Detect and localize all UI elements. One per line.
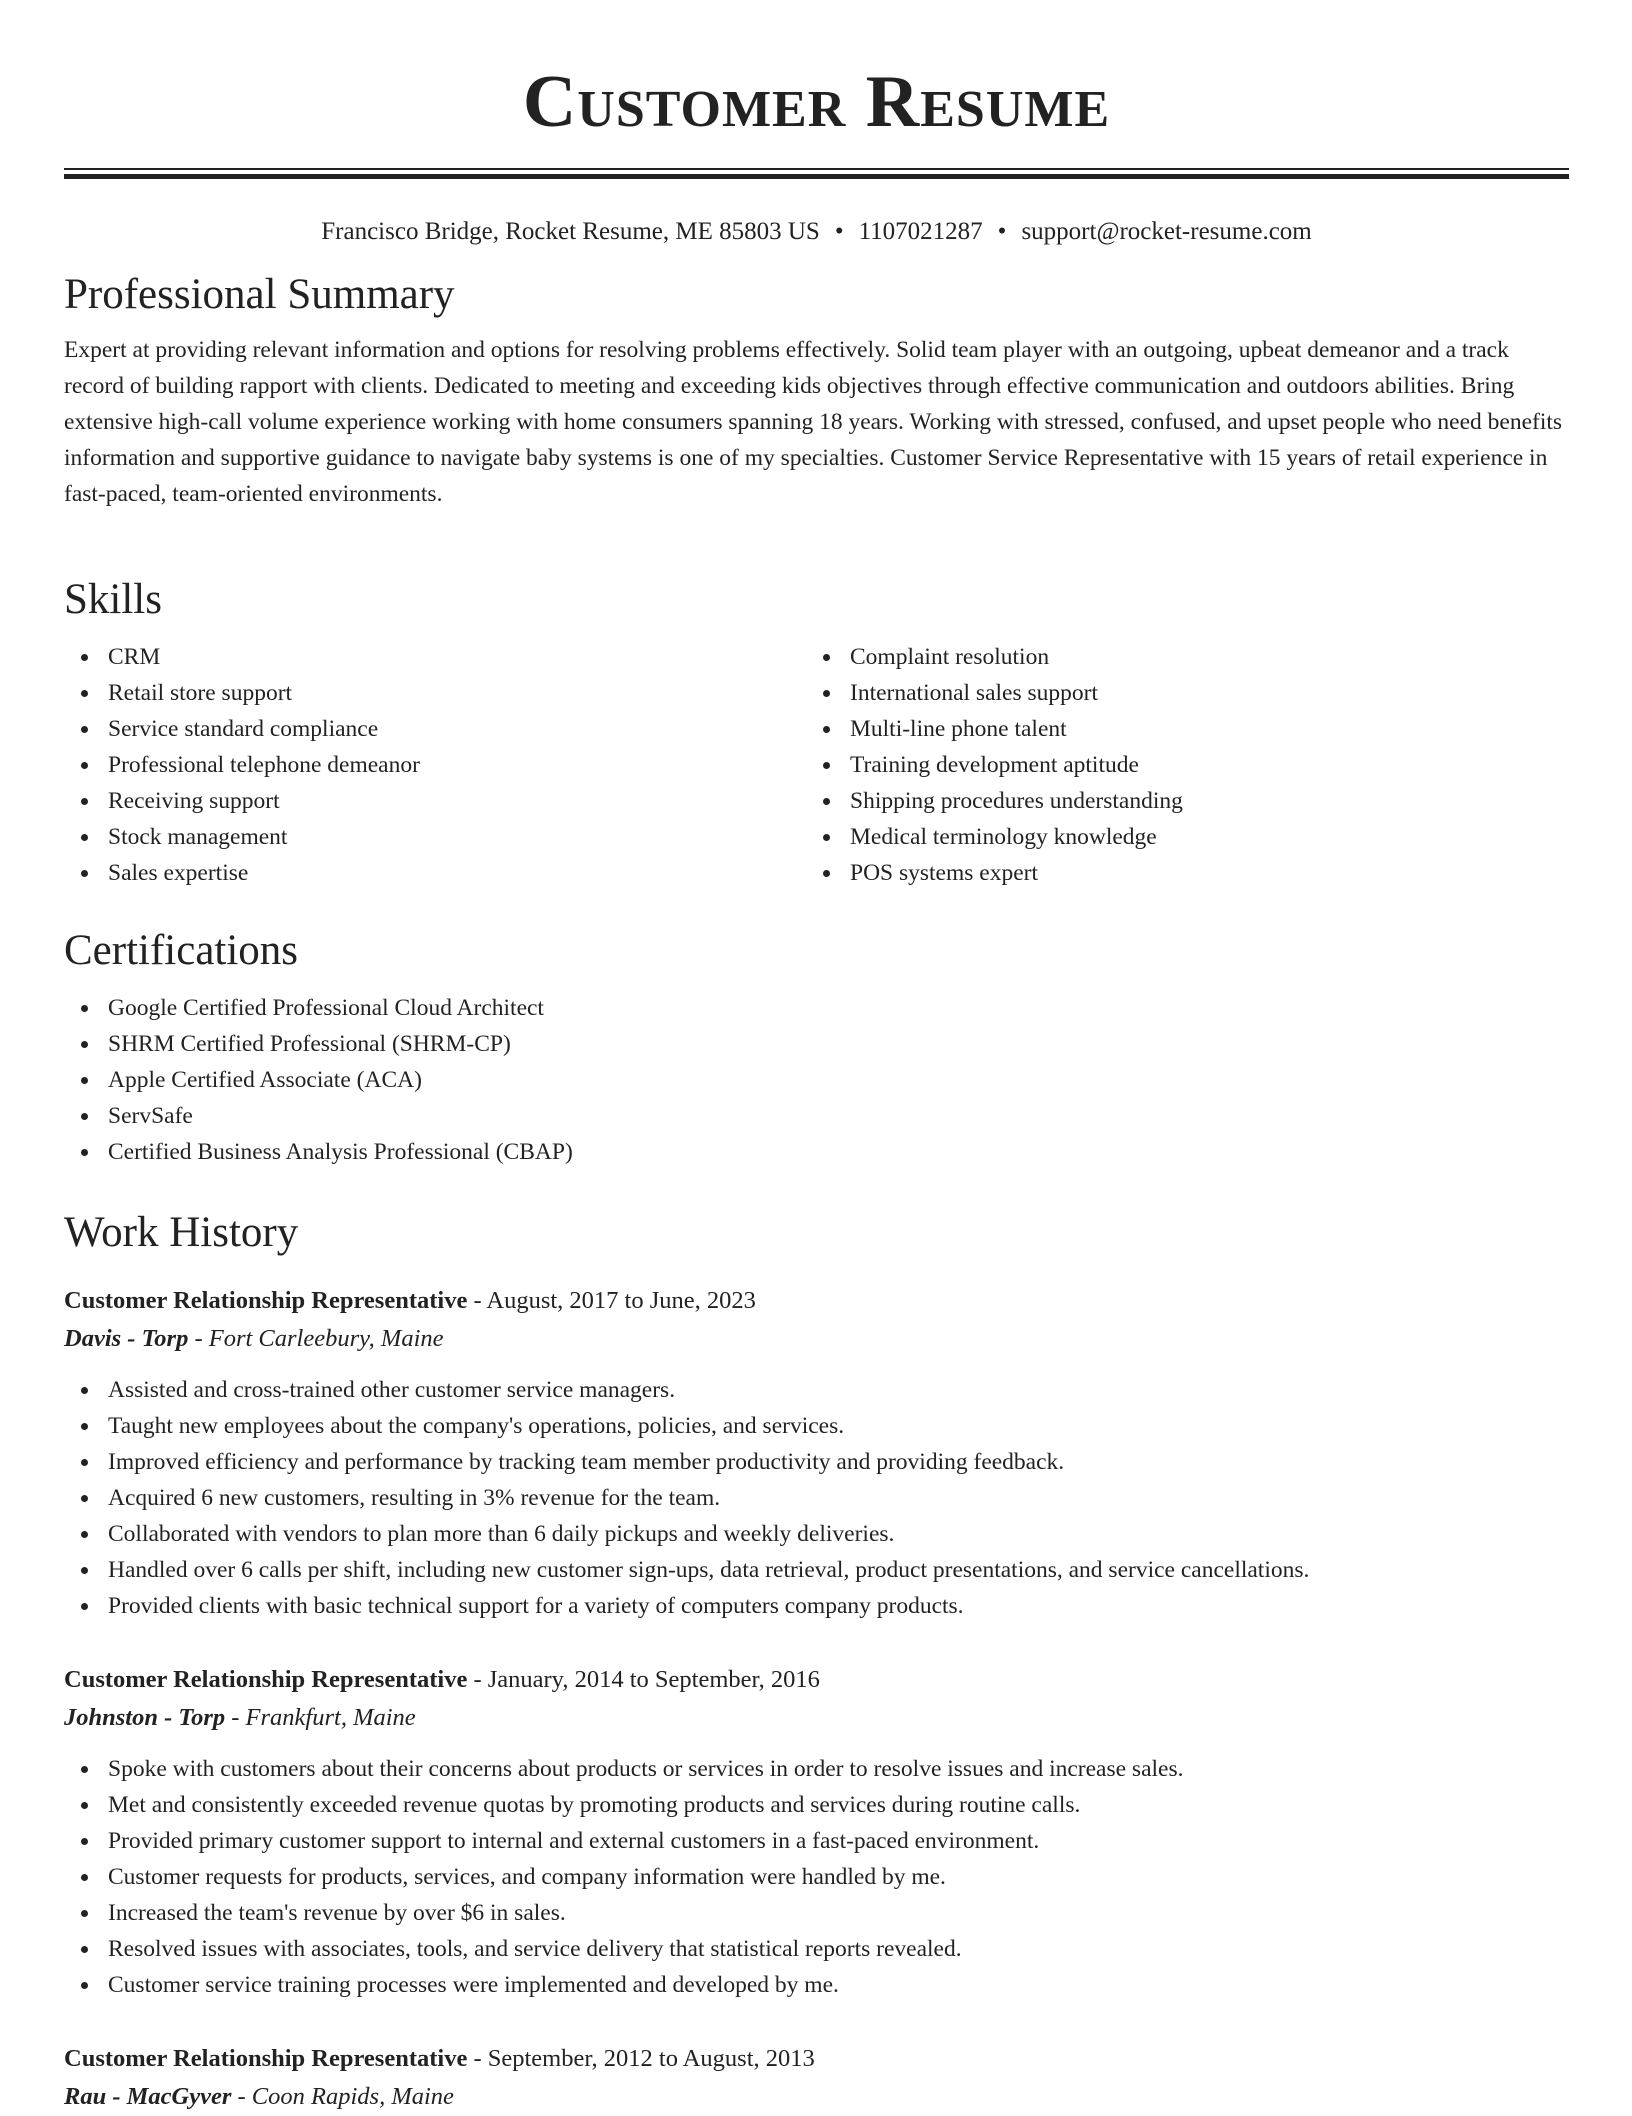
skill-item: Retail store support (64, 675, 806, 711)
work-history-heading: Work History (64, 1209, 299, 1256)
skill-item: POS systems expert (806, 855, 1548, 891)
skill-item: CRM (64, 639, 806, 675)
contact-email: support@rocket-resume.com (1021, 218, 1312, 245)
job-company-line (64, 1699, 1569, 1737)
job-bullet: Customer service training processes were implemented and developed by me. (64, 1967, 1569, 2003)
job-title-line (64, 1282, 1569, 1320)
skill-item: Medical terminology knowledge (806, 819, 1548, 855)
job-bullet: Collaborated with vendors to plan more than 6 daily pickups and weekly deliveries. (64, 1516, 1569, 1552)
resume-title: Customer Resume (522, 61, 1111, 143)
certification-item: Google Certified Professional Cloud Architect (64, 990, 1569, 1026)
skills-section (64, 575, 1569, 891)
contact-separator: • (997, 218, 1007, 245)
job-company-line (64, 2078, 1569, 2116)
certifications-section (64, 926, 1569, 1170)
summary-section (64, 270, 1569, 512)
job-title: Customer Relationship Representative (64, 1666, 468, 1693)
job-location: - Fort Carleebury, Maine (194, 1325, 444, 1352)
job-bullet: Provided primary customer support to internal and external customers in a fast-paced environment. (64, 1823, 1569, 1859)
job-title: Customer Relationship Representative (64, 1287, 468, 1314)
job-bullet: Handled over 6 calls per shift, including new customer sign-ups, data retrieval, product presentations, and service cancellations. (64, 1552, 1569, 1588)
skills-column-left (64, 639, 806, 891)
skill-item: Shipping procedures understanding (806, 783, 1548, 819)
job-title-line (64, 2040, 1569, 2078)
skill-item: Multi-line phone talent (806, 711, 1548, 747)
summary-text: Expert at providing relevant information and options for resolving problems effectively. Solid team player with an outgoing, upbeat demeanor and a track record of building rapport with clients. Dedicated to meeting and exceeding kids objectives through effective communication and outdoors abilities. Bring extensive high-call volume experience working with home consumers spanning 18 years. Working with stressed, confused, and upset people who need benefits information and supportive guidance to navigate baby systems is one of my specialties. Customer Service Representative with 15 years of retail experience in fast-paced, team-oriented environments. (64, 337, 1563, 507)
skill-item: Receiving support (64, 783, 806, 819)
job-title: Customer Relationship Representative (64, 2045, 468, 2072)
job-company-line (64, 1320, 1569, 1358)
job-title-line (64, 1661, 1569, 1699)
skill-item: Sales expertise (64, 855, 806, 891)
contact-line (64, 214, 1569, 250)
skill-item: Training development aptitude (806, 747, 1548, 783)
title-divider-thin (64, 168, 1569, 170)
job-dates: - January, 2014 to September, 2016 (473, 1666, 820, 1693)
skills-column-right (806, 639, 1548, 891)
job-bullet: Met and consistently exceeded revenue quotas by promoting products and services during routine calls. (64, 1787, 1569, 1823)
skill-item: Service standard compliance (64, 711, 806, 747)
certification-item: ServSafe (64, 1098, 1569, 1134)
job-company: Johnston - Torp (64, 1704, 226, 1731)
job-bullet: Improved efficiency and performance by tracking team member productivity and providing feedback. (64, 1444, 1569, 1480)
job-dates: - September, 2012 to August, 2013 (473, 2045, 815, 2072)
certifications-heading: Certifications (64, 927, 299, 974)
job-bullet: Increased the team's revenue by over $6 in sales. (64, 1895, 1569, 1931)
skill-item: International sales support (806, 675, 1548, 711)
job-location: - Frankfurt, Maine (231, 1704, 416, 1731)
skill-item: Stock management (64, 819, 806, 855)
work-history-heading-block (64, 1208, 1569, 1258)
summary-heading: Professional Summary (64, 271, 455, 318)
job-location: - Coon Rapids, Maine (237, 2083, 454, 2110)
job-bullet: Spoke with customers about their concerns about products or services in order to resolve issues and increase sales. (64, 1751, 1569, 1787)
title-divider-thick (64, 174, 1569, 179)
certification-item: Certified Business Analysis Professional (CBAP) (64, 1134, 1569, 1170)
skill-item: Professional telephone demeanor (64, 747, 806, 783)
contact-address: Francisco Bridge, Rocket Resume, ME 85803 US (321, 218, 820, 245)
skills-columns (64, 639, 1569, 891)
job-company: Davis - Torp (64, 1325, 189, 1352)
certifications-list (64, 990, 1569, 1170)
job-company: Rau - MacGyver (64, 2083, 232, 2110)
job-bullet: Resolved issues with associates, tools, and service delivery that statistical reports revealed. (64, 1931, 1569, 1967)
certification-item: SHRM Certified Professional (SHRM-CP) (64, 1026, 1569, 1062)
job-entry (64, 1282, 1569, 1624)
skill-item: Complaint resolution (806, 639, 1548, 675)
job-bullet: Customer requests for products, services, and company information were handled by me. (64, 1859, 1569, 1895)
job-dates: - August, 2017 to June, 2023 (473, 1287, 756, 1314)
resume-page (64, 0, 1569, 2110)
job-entry (64, 2040, 1569, 2116)
contact-phone: 1107021287 (858, 218, 983, 245)
contact-separator: • (834, 218, 844, 245)
skills-heading: Skills (64, 576, 162, 623)
job-bullet: Taught new employees about the company's operations, policies, and services. (64, 1408, 1569, 1444)
certification-item: Apple Certified Associate (ACA) (64, 1062, 1569, 1098)
job-bullets (64, 1372, 1569, 1624)
job-bullet: Acquired 6 new customers, resulting in 3% revenue for the team. (64, 1480, 1569, 1516)
job-bullet: Assisted and cross-trained other customer service managers. (64, 1372, 1569, 1408)
job-bullet: Provided clients with basic technical support for a variety of computers company products. (64, 1588, 1569, 1624)
job-entry (64, 1661, 1569, 2003)
job-bullets (64, 1751, 1569, 2003)
